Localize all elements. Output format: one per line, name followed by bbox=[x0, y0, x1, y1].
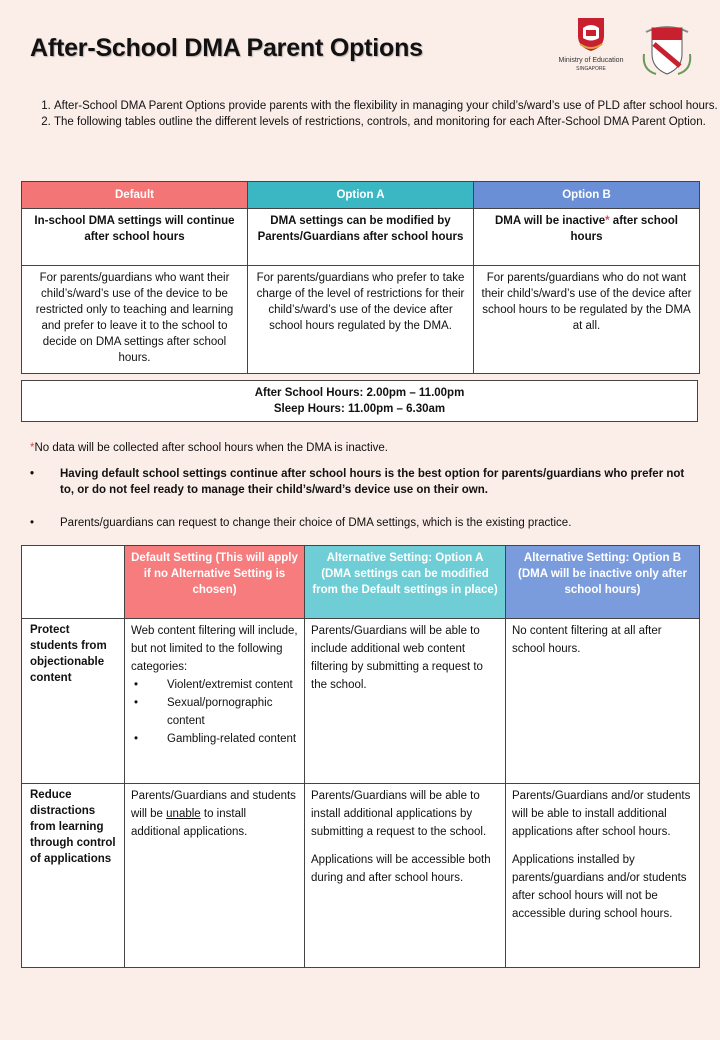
description-option-a: For parents/guardians who prefer to take charge of the level of restrictions for their child’s/ward’s use of the device after school hours regulated by the DMA. bbox=[248, 266, 474, 374]
moe-logo bbox=[548, 14, 634, 78]
header-alternative-a: Alternative Setting: Option A (DMA settings can be modified from the Default settings in place) bbox=[305, 546, 506, 619]
header-default: Default bbox=[22, 182, 248, 209]
options-table bbox=[21, 181, 700, 374]
summary-option-b bbox=[474, 209, 700, 266]
category-list bbox=[131, 676, 298, 748]
row-label-applications: Reduce distractions from learning through control of applications bbox=[22, 784, 125, 968]
intro-list bbox=[26, 98, 720, 130]
cell-option-b-content: No content filtering at all after school hours. bbox=[506, 619, 700, 784]
header-default-setting: Default Setting (This will apply if no Alternative Setting is chosen) bbox=[125, 546, 305, 619]
header-option-b: Option B bbox=[474, 182, 700, 209]
hours-box bbox=[21, 380, 698, 422]
category-item: • Sexual/pornographic content bbox=[131, 694, 298, 730]
header-option-a: Option A bbox=[248, 182, 474, 209]
header-alternative-b: Alternative Setting: Option B (DMA will be inactive only after school hours) bbox=[506, 546, 700, 619]
footnote bbox=[30, 442, 388, 454]
moe-name: Ministry of Education bbox=[558, 57, 624, 64]
option-b-apps-p2: Applications installed by parents/guardians and/or students after school hours will not be accessible during school hours. bbox=[512, 854, 687, 920]
moe-crest-icon bbox=[576, 16, 606, 52]
summary-option-b-suffix: after school hours bbox=[570, 215, 678, 243]
after-school-hours: After School Hours: 2.00pm – 11.00pm bbox=[254, 387, 465, 399]
cell-option-a-content: Parents/Guardians will be able to include additional web content filtering by submitting a request to the school. bbox=[305, 619, 506, 784]
page-title: After-School DMA Parent Options bbox=[30, 34, 423, 62]
settings-table bbox=[21, 545, 700, 968]
row-label-content: Protect students from objectionable content bbox=[22, 619, 125, 784]
footnote-text: No data will be collected after school hours when the DMA is inactive. bbox=[34, 442, 388, 454]
cell-default-applications bbox=[125, 784, 305, 968]
intro-item: 1. After-School DMA Parent Options provide parents with the flexibility in managing your child’s/ward’s use of PLD after school hours. bbox=[54, 98, 720, 114]
moe-country: SINGAPORE bbox=[576, 66, 606, 72]
category-item: • Gambling-related content bbox=[131, 730, 298, 748]
default-apps-text-end: to install additional applications. bbox=[131, 808, 248, 838]
filter-intro: Web content filtering will include, but not limited to the following categories: bbox=[131, 625, 298, 673]
notes-list bbox=[30, 466, 690, 531]
summary-option-b-text: DMA will be inactive bbox=[494, 215, 606, 227]
note-item: • Parents/guardians can request to change their choice of DMA settings, which is the existing practice. bbox=[30, 515, 690, 531]
note-item: • Having default school settings continue after school hours is the best option for parents/guardians who prefer not to, or do not feel ready to manage their child’s/ward’s device use on their own. bbox=[30, 466, 690, 498]
option-b-apps-p1: Parents/Guardians and/or students will be able to install additional applications after school hours. bbox=[512, 790, 691, 838]
sleep-hours: Sleep Hours: 11.00pm – 6.30am bbox=[273, 403, 446, 415]
option-a-apps-p1: Parents/Guardians will be able to install additional applications by submitting a request to the school. bbox=[311, 790, 487, 838]
cell-option-a-applications bbox=[305, 784, 506, 968]
asterisk-mark: * bbox=[605, 215, 610, 227]
description-option-b: For parents/guardians who do not want their child’s/ward’s use of the device after school hours to be regulated by the DMA at all. bbox=[474, 266, 700, 374]
unable-text: unable bbox=[166, 808, 201, 820]
intro-item: 2. The following tables outline the different levels of restrictions, controls, and monitoring for each After-School DMA Parent Option. bbox=[54, 114, 720, 130]
school-crest-icon bbox=[638, 14, 696, 78]
description-default: For parents/guardians who want their child’s/ward’s use of the device to be restricted only to teaching and learning and prefer to leave it to the school to decide on DMA settings after school hours. bbox=[22, 266, 248, 374]
logo-group bbox=[548, 14, 698, 78]
header-blank-cell bbox=[22, 546, 125, 619]
cell-option-b-applications bbox=[506, 784, 700, 968]
default-apps-text: Parents/Guardians and students will be bbox=[131, 790, 296, 820]
option-a-apps-p2: Applications will be accessible both during and after school hours. bbox=[311, 854, 491, 884]
summary-default: In-school DMA settings will continue after school hours bbox=[22, 209, 248, 266]
summary-option-a: DMA settings can be modified by Parents/Guardians after school hours bbox=[248, 209, 474, 266]
footnote-asterisk: * bbox=[30, 442, 35, 454]
category-item: • Violent/extremist content bbox=[131, 676, 298, 694]
cell-default-content bbox=[125, 619, 305, 784]
